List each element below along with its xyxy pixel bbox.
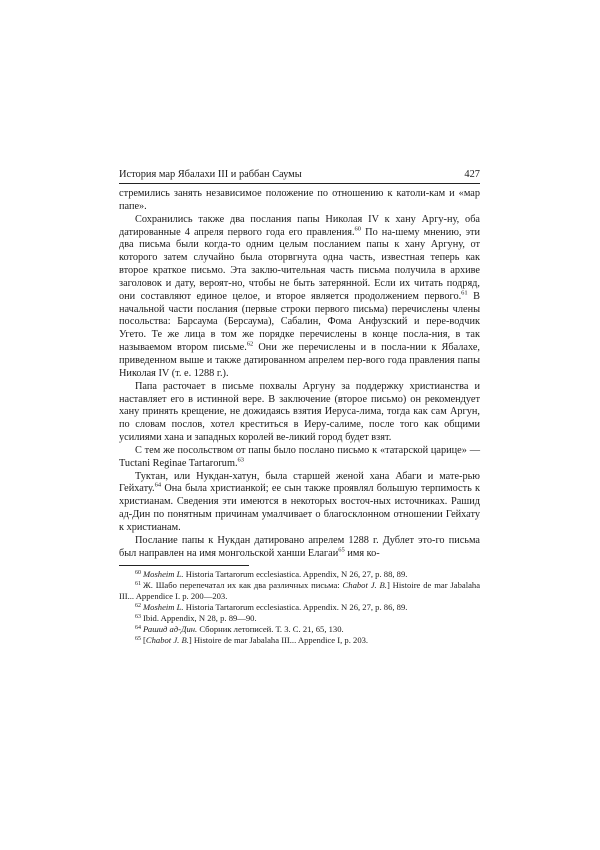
paragraph-text: По на-шему мнению, эти два письма были когда-то одним целым посланием папы к хану Аргуну, от которого затем случайно была оторвгнута одна часть, известная теперь как второе краткое письмо. Эта заклю-чительная часть письма получила в архиве заголовок и дату, вероят-но, чтобы не быть затерянной. Если их читать подряд, они составляют единое целое, и второе является продолжением первого. xyxy=(119,226,480,302)
footnote-number: 65 xyxy=(135,635,141,642)
footnote-author: Рашид ад-Дин. xyxy=(143,624,198,635)
footnote xyxy=(119,635,480,646)
page-number: 427 xyxy=(464,169,480,180)
footnote xyxy=(119,624,480,635)
paragraph xyxy=(119,188,480,214)
paragraph-text: Папа расточает в письме похвалы Аргуну за поддержку христианства и наставляет его в истинной вере. В заключение (второе письмо) он рекомендует хану принять крещение, не дожидаясь взятия Иеруса-лима, тогда как сам Аргун, по словам послов, хотел креститься в Иеру-салиме, после того как общими усилиями хана и западных королей ве-ликий город будет взят. xyxy=(119,380,480,444)
paragraph xyxy=(119,535,480,561)
footnote-text: [ xyxy=(143,635,146,646)
footnote xyxy=(119,602,480,613)
main-text xyxy=(119,188,480,560)
footnote-number: 63 xyxy=(135,613,141,620)
paragraph-text: Сохранились также два послания папы Николая IV к хану Аргу-ну, оба датированные 4 апреля первого года его правления. xyxy=(119,213,480,238)
footnote-ref[interactable]: 64 xyxy=(154,481,162,489)
footnote-text: Historia Tartarorum ecclesiastica. Appendix. N 26, 27, p. 86, 89. xyxy=(183,602,408,613)
footnote-number: 64 xyxy=(135,624,141,631)
footnote-ref[interactable]: 61 xyxy=(461,289,468,297)
paragraph-text: Они же перечислены и в посла-нии к Ябалахе, приведенном выше и также датированном апрелем пер-вого года правления папы Николая IV (т. е. 1288 г.). xyxy=(119,342,480,379)
footnote-text: ] Histoire de mar Jabalaha III... Appendice I, p. 203. xyxy=(188,635,369,646)
book-page xyxy=(119,168,480,646)
footnote-text: Historia Tartarorum ecclesiastica. Appendix, N 26, 27, p. 88, 89. xyxy=(183,569,408,580)
footnote-text: Ibid. Appendix, N 28, p. 89—90. xyxy=(143,613,257,624)
footnote-author: Chabot J. B. xyxy=(342,580,387,591)
paragraph-text: имя ко- xyxy=(344,547,380,559)
running-title: История мар Ябалахи III и раббан Саумы xyxy=(119,169,302,180)
paragraph-text: В начальной части послания (первые строки первого письма) перечислены члены посольства: Барсаума (Берсаума), Сабалин, Фома Анфузский и пере-водчик Угето. Те же лица в том же порядке перечислены в конце посла-ния, в так называемом втором письме. xyxy=(119,290,480,354)
footnote-ref[interactable]: 62 xyxy=(246,340,254,348)
footnote-number: 62 xyxy=(135,602,141,609)
footnote xyxy=(119,569,480,580)
footnote-number: 61 xyxy=(135,580,141,587)
footnote-text: ] Histoire de mar Jabalaha III... Appendice I. p. 200—203. xyxy=(119,580,481,602)
footnote xyxy=(119,613,480,624)
footnote-ref[interactable]: 60 xyxy=(354,225,362,233)
footnote-ref[interactable]: 63 xyxy=(237,456,245,464)
footnote-author: Mosheim L. xyxy=(143,602,184,613)
footnote-author: Mosheim L. xyxy=(143,569,184,580)
paragraph xyxy=(119,471,480,535)
footnote-text: Ж. Шабо перепечатал их как два различных письма: xyxy=(143,580,343,591)
footnote-number: 60 xyxy=(135,569,141,576)
paragraph-text: стремились занять независимое положение по отношению к католи-кам и «мар папе». xyxy=(119,188,480,212)
footnote xyxy=(119,580,480,602)
footnote-text: Сборник летописей. Т. 3. С. 21, 65, 130. xyxy=(197,624,344,635)
paragraph xyxy=(119,381,480,445)
footnotes xyxy=(119,569,480,646)
paragraph-text: Она была христианкой; ее сын также проявлял большую терпимость к христианам. Сведения эти имеются в некоторых восточ-ных источниках. Рашид ад-Дин по понятным причинам умалчивает о благосклонном отношении Гейхату к христианам. xyxy=(119,483,480,533)
footnote-author: Chabot J. B. xyxy=(145,635,189,646)
paragraph xyxy=(119,214,480,381)
paragraph-text: С тем же посольством от папы было послано письмо к «татарской царице» — Tuctani Reginae Tartarorum. xyxy=(119,444,480,469)
paragraph xyxy=(119,445,480,471)
footnote-ref[interactable]: 65 xyxy=(338,546,345,554)
paragraph-text: Туктан, или Нукдан-хатун, была старшей женой хана Абаги и мате-рью Гейхату. xyxy=(119,470,480,495)
running-header xyxy=(119,168,480,184)
footnote-divider xyxy=(119,565,249,566)
paragraph-text: Послание папы к Нукдан датировано апрелем 1288 г. Дублет это-го письма был направлен на имя монгольской ханши Елагаи xyxy=(119,534,480,559)
